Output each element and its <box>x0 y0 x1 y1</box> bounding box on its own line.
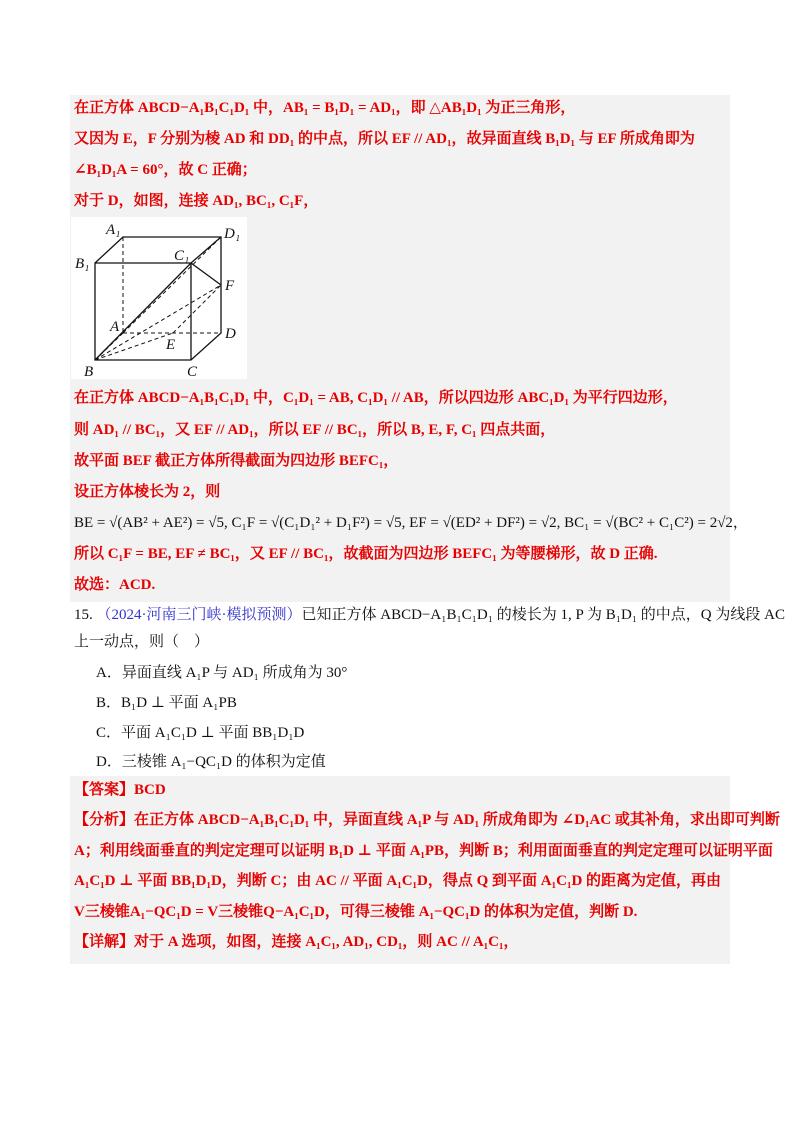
option-a: A．异面直线 A₁P 与 AD₁ 所成角为 30° <box>96 665 348 681</box>
option-b: B．B₁D ⊥ 平面 A₁PB <box>96 695 237 711</box>
option-c: C．平面 A₁C₁D ⊥ 平面 BB₁D₁D <box>96 725 305 741</box>
label-C: C <box>187 364 198 380</box>
solution-line: 对于 D，如图，连接 AD₁, BC₁, C₁F， <box>74 193 319 209</box>
question-source: （2024·河南三门峡·模拟预测） <box>96 607 302 623</box>
solution-line: 则 AD₁ // BC₁，又 EF // AD₁，所以 EF // BC₁，所以 B, E, F, C₁ 四点共面， <box>74 422 556 438</box>
solution-formula: BE = √(AB² + AE²) = √5, C₁F = √(C₁D₁² + D₁F²) = √5, EF = √(ED² + DF²) = √2, BC₁ = √(BC² + C₁C²) = 2√2， <box>74 515 748 531</box>
label-A1: A₁ <box>106 222 121 238</box>
label-B1: B₁ <box>75 256 90 272</box>
solution-line: 在正方体 ABCD−A₁B₁C₁D₁ 中，C₁D₁ = AB, C₁D₁ // AB，所以四边形 ABC₁D₁ 为平行四边形， <box>74 390 678 406</box>
label-D1: D₁ <box>224 226 241 242</box>
question-stem <box>74 605 785 625</box>
solution-line: 设正方体棱长为 2，则 <box>74 484 221 500</box>
label-E: E <box>166 337 176 353</box>
analysis-line: A₁C₁D ⊥ 平面 BB₁D₁D，判断 C；由 AC // 平面 A₁C₁D，得点 Q 到平面 A₁C₁D 的距离为定值，再由 <box>74 873 722 889</box>
option-d: D．三棱锥 A₁−QC₁D 的体积为定值 <box>96 754 326 770</box>
label-A: A <box>110 319 120 335</box>
question-text: 已知正方体 ABCD−A₁B₁C₁D₁ 的棱长为 1, P 为 B₁D₁ 的中点，Q 为线段 AC <box>301 607 785 623</box>
solution-line: 在正方体 ABCD−A₁B₁C₁D₁ 中，AB₁ = B₁D₁ = AD₁，即 △AB₁D₁ 为正三角形， <box>74 100 576 116</box>
analysis-line: V三棱锥A₁−QC₁D = V三棱锥Q−A₁C₁D，可得三棱锥 A₁−QC₁D 的体积为定值，判断 D. <box>74 904 638 920</box>
label-B: B <box>84 364 94 380</box>
cube-figure <box>70 216 250 381</box>
solution-line: 又因为 E，F 分别为棱 AD 和 DD₁ 的中点，所以 EF // AD₁，故异面直线 B₁D₁ 与 EF 所成角即为 <box>74 131 695 147</box>
solution-line: 故平面 BEF 截正方体所得截面为四边形 BEFC₁， <box>74 453 399 469</box>
label-F: F <box>225 278 235 294</box>
final-choice: 故选：ACD. <box>74 577 156 593</box>
solution-line: ∠B₁D₁A = 60°，故 C 正确； <box>74 162 257 178</box>
solution-line: 所以 C₁F = BE, EF ≠ BC₁，又 EF // BC₁，故截面为四边形 BEFC₁ 为等腰梯形，故 D 正确. <box>74 546 658 562</box>
answer-label: 【答案】BCD <box>74 782 166 798</box>
question-number: 15. <box>74 607 93 623</box>
label-D: D <box>225 326 236 342</box>
analysis-line: 【分析】在正方体 ABCD−A₁B₁C₁D₁ 中，异面直线 A₁P 与 AD₁ 所成角即为 ∠D₁AC 或其补角，求出即可判断 <box>74 812 780 828</box>
analysis-line: A；利用线面垂直的判定定理可以证明 B₁D ⊥ 平面 A₁PB，判断 B；利用面面垂直的判定定理可以证明平面 <box>74 843 773 859</box>
detail-line: 【详解】对于 A 选项，如图，连接 A₁C₁, AD₁, CD₁，则 AC // A₁C₁， <box>74 934 519 950</box>
label-C1: C₁ <box>174 248 190 264</box>
question-stem-cont: 上一动点，则（ ） <box>74 634 210 650</box>
